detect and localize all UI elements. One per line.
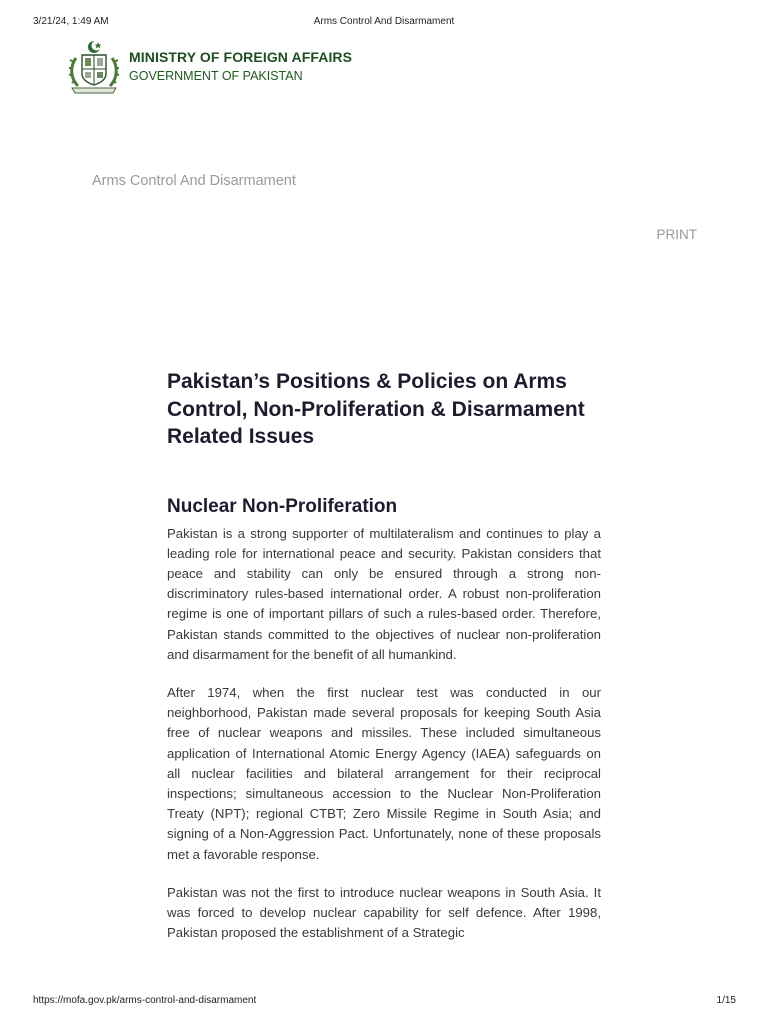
ministry-name: MINISTRY OF FOREIGN AFFAIRS — [129, 49, 353, 65]
article — [167, 368, 601, 943]
breadcrumb: Arms Control And Disarmament — [92, 173, 296, 189]
article-paragraph: Pakistan was not the first to introduce nuclear weapons in South Asia. It was forced to develop nuclear capability for self defence. After 1998, Pakistan proposed the establishment of a Strategic — [167, 884, 601, 941]
print-datetime: 3/21/24, 1:49 AM — [33, 16, 109, 27]
print-button[interactable]: PRINT — [656, 227, 697, 242]
print-document-title: Arms Control And Disarmament — [313, 16, 455, 27]
page-url: https://mofa.gov.pk/arms-control-and-disarmament — [33, 995, 257, 1006]
site-logo[interactable] — [66, 38, 396, 100]
print-header — [0, 16, 768, 30]
state-emblem-icon — [66, 38, 122, 96]
section-heading: Nuclear Non-Proliferation — [167, 495, 398, 517]
page-number: 1/15 — [716, 995, 736, 1006]
article-paragraph: Pakistan is a strong supporter of multilateralism and continues to play a leading role for international peace and security. Pakistan considers that peace and stability can only be ensured through a strong non-discriminatory rules-based international order. A robust non-proliferation regime is one of important pillars of such a rules-based order. Therefore, Pakistan stands committed to the objectives of nuclear non-proliferation and disarmament for the benefit of all humankind. — [167, 525, 601, 662]
page-title: Pakistan’s Positions & Policies on Arms Control, Non-Proliferation & Disarmament Related Issues — [167, 370, 585, 448]
government-name: GOVERNMENT OF PAKISTAN — [129, 69, 303, 83]
print-footer — [0, 995, 768, 1009]
article-paragraph: After 1974, when the first nuclear test was conducted in our neighborhood, Pakistan made several proposals for keeping South Asia free of nuclear weapons and missiles. These included simultaneous application of International Atomic Energy Agency (IAEA) safeguards on all nuclear facilities and bilateral arrangement for their reciprocal inspections; simultaneous accession to the Nuclear Non-Proliferation Treaty (NPT); regional CTBT; Zero Missile Regime in South Asia; and signing of a Non-Aggression Pact. Unfortunately, none of these proposals met a favorable response. — [167, 684, 601, 862]
